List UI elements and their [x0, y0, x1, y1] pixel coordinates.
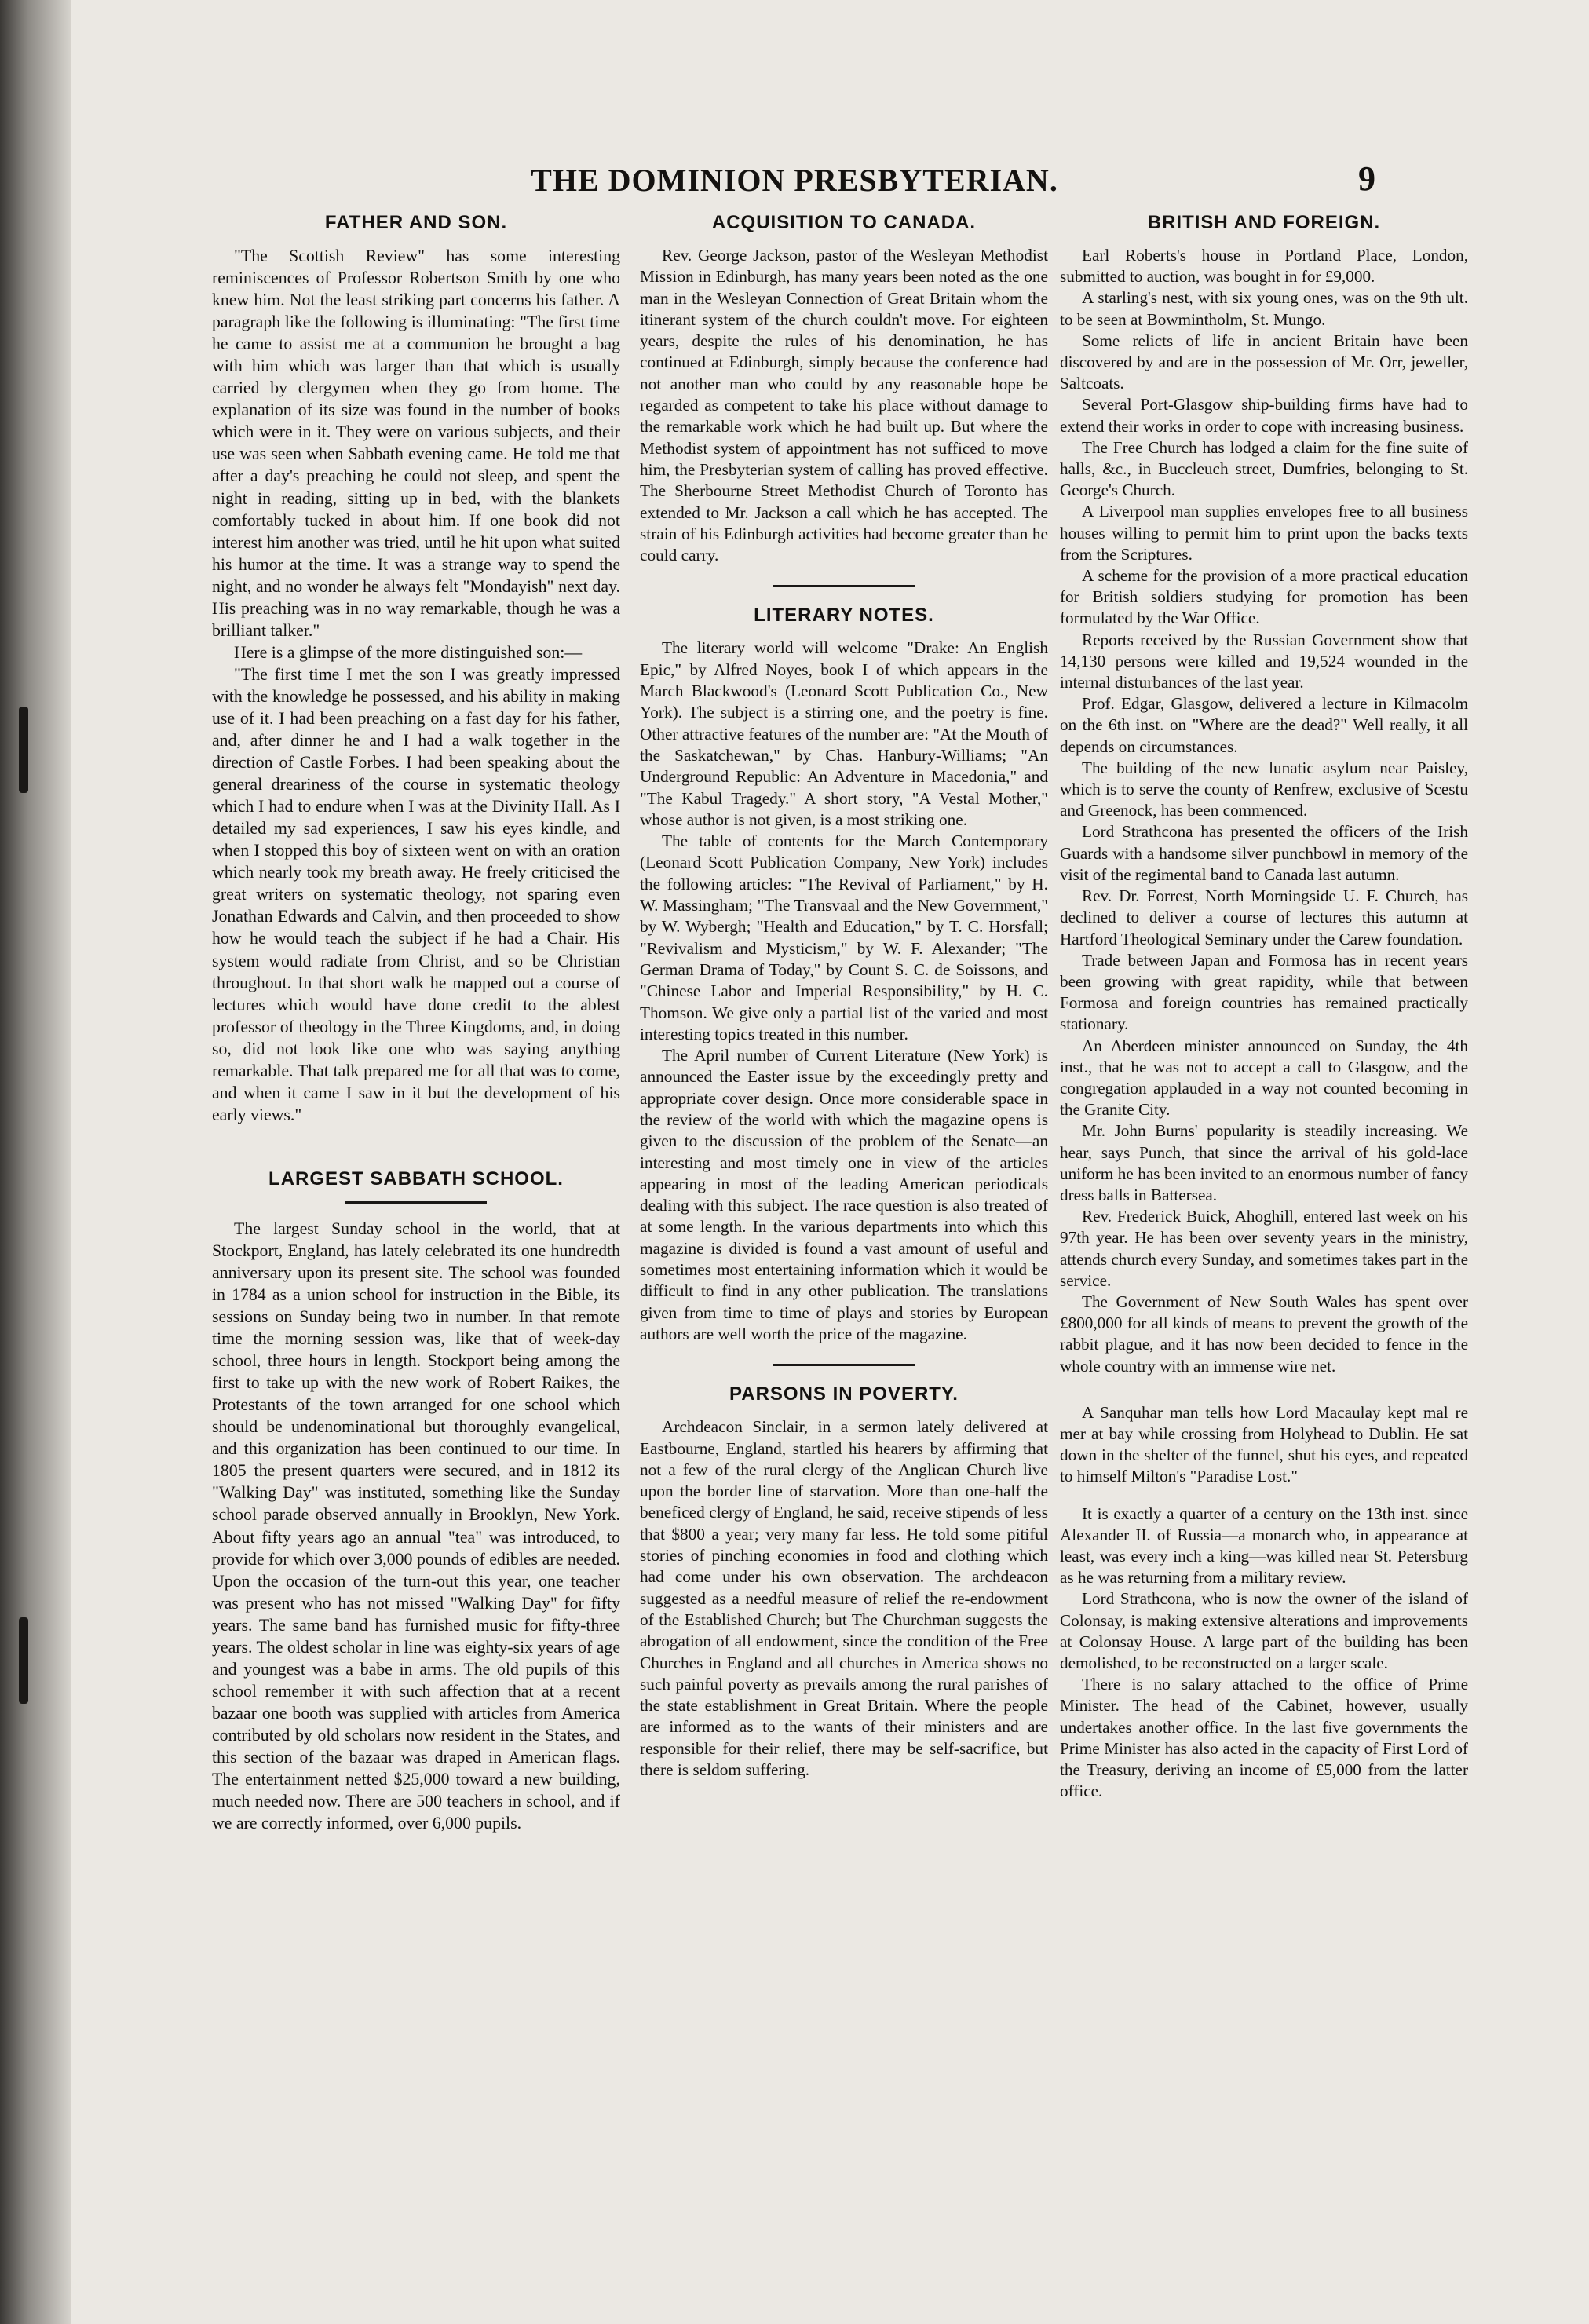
news-item: Some relicts of life in ancient Britain have been discovered by and are in the possession of Mr. Orr, jeweller, Saltcoats.	[1060, 331, 1468, 393]
article-paragraph: The literary world will welcome "Drake: An English Epic," by Alfred Noyes, book I of which appears in the March Blackwood's (Leonard Scott Publication Co., New York). The subject is a stirring one, and the poetry is fine. Other attractive features of the number are: "At the Mouth of the Saskatchewan," by Chas. Hanbury-Williams; "An Underground Republic: An Adventure in Macedonia," and "The Kabul Tragedy." A short story, "A Vestal Mother," whose author is not given, is a most striking one.	[640, 638, 1048, 829]
news-item: It is exactly a quarter of a century on the 13th inst. since Alexander II. of Russia—a monarch who, in appearance at least, was every inch a king—was killed near St. Petersburg as he was returning from a military review.	[1060, 1504, 1468, 1588]
article-literary-notes	[640, 605, 1048, 1345]
news-item: Rev. Frederick Buick, Ahoghill, entered last week on his 97th year. He has been over seventy years in the ministry, attends church every Sunday, and sometimes takes part in the service.	[1060, 1207, 1468, 1290]
news-item: A scheme for the provision of a more practical education for British soldiers studying for promotion has been formulated by the War Office.	[1060, 566, 1468, 628]
article-paragraph: "The Scottish Review" has some interesting reminiscences of Professor Robertson Smith by one who knew him. Not the least striking part concerns his father. A paragraph like the following is illuminating: "The first time he came to assist me at a communion he brought a bag with him which was larger than that which is usually carried by clergymen when they go from home. The explanation of its size was found in the number of books which were in it. They were on various subjects, and their use was seen when Sabbath evening came. He told me that after a day's preaching he could not sleep, and spent the night in reading, sitting up in bed, with the blankets comfortably tucked in about him. If one book did not interest him another was tried, until he hit upon what suited his humor at the time. It was a strange way to spend the night, and no wonder he always felt "Mondayish" next day. His preaching was in no way remarkable, though he was a brilliant talker."	[212, 247, 620, 640]
article-paragraph: Here is a glimpse of the more distinguished son:—	[234, 642, 583, 662]
news-item: Lord Strathcona has presented the officers of the Irish Guards with a handsome silver punchbowl in memory of the visit of the regimental band to Canada last autumn.	[1060, 822, 1468, 884]
news-item: Several Port-Glasgow ship-building firms have had to extend their works in order to cope with increasing business.	[1060, 395, 1468, 436]
article-acquisition-to-canada	[640, 212, 1048, 566]
article-british-and-foreign	[1060, 212, 1468, 1802]
section-rule	[773, 585, 915, 587]
news-item: Prof. Edgar, Glasgow, delivered a lecture in Kilmacolm on the 6th inst. on "Where are the dead?" Well really, it all depends on circumstances.	[1060, 694, 1468, 756]
column-2	[640, 212, 1048, 2214]
heading-rule	[345, 1201, 487, 1204]
paragraph-spacer	[1060, 1488, 1468, 1504]
article-largest-sabbath-school	[212, 1168, 620, 1834]
article-heading: LARGEST SABBATH SCHOOL.	[268, 1167, 564, 1189]
article-paragraph: Archdeacon Sinclair, in a sermon lately delivered at Eastbourne, England, startled his hearers by affirming that not a few of the rural clergy of the Anglican Church live upon the border line of starvation. More than one-half the beneficed clergy of England, he said, receive stipends of less that $800 a year; very many far less. He told some pitiful stories of pinching economies in food and clothing which had come under his own observation. The archdeacon suggested as a needful measure of relief the re-endowment of the Established Church; but The Churchman suggests the abrogation of all endowment, since the condition of the Free Churches in England and all churches in America shows no such painful poverty as prevails among the rural parishes of the state establishment in Great Britain. Where the people are informed as to the wants of their ministers and are responsible for their relief, there may be self-sacrifice, but there is seldom suffering.	[640, 1417, 1048, 1779]
news-item: An Aberdeen minister announced on Sunday, the 4th inst., that he was not to accept a call to Glasgow, and the congregation applauded in a way not counted becoming in the Granite City.	[1060, 1036, 1468, 1120]
section-spacer	[212, 1126, 620, 1168]
binding-shadow	[0, 0, 71, 2324]
news-item: Mr. John Burns' popularity is steadily increasing. We hear, says Punch, that since the arrival of his gold-lace uniform he has been invited to an enormous number of fancy dress balls in Battersea.	[1060, 1121, 1468, 1204]
news-item: A Sanquhar man tells how Lord Macaulay kept mal re mer at bay while crossing from Holyhead to Dublin. He sat down in the shelter of the funnel, shut his eyes, and repeated to himself Milton's "Paradise Lost."	[1060, 1402, 1468, 1486]
article-paragraph: The largest Sunday school in the world, that at Stockport, England, has lately celebrated its one hundredth anniversary upon its present site. The school was founded in 1784 as a union school for instruction in the Bible, its sessions on Sunday being two in number. In that remote time the morning session was, like that of week-day school, three hours in length. Stockport being among the first to take up with the new work of Robert Raikes, the Protestants of the town arranged for one school which should be undenominational but thoroughly evangelical, and this organization has been continued to our time. In 1805 the present quarters were secured, and in 1812 its "Walking Day" was instituted, something like the Sunday school parade observed annually in Brooklyn, New York. About fifty years ago an annual "tea" was introduced, to provide for which over 3,000 pounds of edibles are needed. Upon the occasion of the turn-out this year, one teacher was present who has not missed "Walking Day" for fifty years. The same band has furnished music for fifty-three years. The oldest scholar in line was eighty-six years of age and youngest was a babe in arms. The old pupils of this school remember it with such affection that at a recent bazaar one booth was supplied with articles from America contributed by old scholars now resident in the States, and this section of the bazaar was draped in American flags. The entertainment netted $25,000 toward a new building, much needed now. There are 500 teachers in school, and if we are correctly informed, over 6,000 pupils.	[212, 1219, 620, 1833]
news-item: Earl Roberts's house in Portland Place, London, submitted to auction, was bought in for £9,000.	[1060, 246, 1468, 287]
news-item: Rev. Dr. Forrest, North Morningside U. F. Church, has declined to deliver a course of lectures this autumn at Hartford Theological Seminary under the Carew foundation.	[1060, 886, 1468, 948]
article-paragraph: The table of contents for the March Contemporary (Leonard Scott Publication Company, New York) includes the following articles: "The Revival of Parliament," by H. W. Massingham; "The Transvaal and the New Government," by W. Wybergh; "Health and Education," by T. C. Horsfall; "Revivalism and Mysticism," by W. F. Alexander; "The German Drama of Today," by Count S. C. de Soissons, and "Chinese Labor and Imperial Responsibility," by H. C. Thomson. We give only a partial list of the varied and most interesting topics treated in this number.	[640, 831, 1048, 1043]
news-item: The Free Church has lodged a claim for the fine suite of halls, &c., in Buccleuch street, Dumfries, belonging to St. George's Church.	[1060, 437, 1468, 500]
page-number: 9	[1358, 159, 1375, 198]
article-parsons-in-poverty	[640, 1383, 1048, 1781]
news-item: A starling's nest, with six young ones, was on the 9th ult. to be seen at Bowmintholm, St. Mungo.	[1060, 288, 1468, 329]
article-paragraph: "The first time I met the son I was greatly impressed with the knowledge he possessed, and his ability in making use of it. I had been preaching on a fast day for his father, and, after dinner he and I had a walk together in the direction of Castle Forbes. I had been speaking about the general dreariness of the course in systematic theology which I had to endure when I was at the Divinity Hall. As I detailed my sad experiences, I saw his eyes kindle, and when I stopped this boy of sixteen went on with an oration which nearly took my breath away. He freely criticised the great writers on systematic theology, not sparing even Jonathan Edwards and Calvin, and then proceeded to show how he would teach the subject if he had a Chair. His system would radiate from Christ, and so be Christian throughout. In that short walk he mapped out a course of lectures which would have done credit to the ablest professor of theology in the Three Kingdoms, and, in doing so, did not look like one who was saying anything remarkable. That talk prepared me for all that was to come, and when it came I saw in it but the development of his early views."	[212, 664, 620, 1124]
article-heading: FATHER AND SON.	[324, 212, 508, 233]
article-heading: LITERARY NOTES.	[754, 605, 934, 627]
margin-binding-mark	[19, 707, 28, 793]
news-item: Trade between Japan and Formosa has in recent years been growing with great rapidity, while that between Formosa and foreign countries has remained practically stationary.	[1060, 950, 1468, 1034]
column-1	[212, 212, 620, 2214]
masthead: THE DOMINION PRESBYTERIAN.	[531, 163, 1058, 198]
article-father-and-son	[212, 212, 620, 1126]
article-paragraph: The April number of Current Literature (New York) is announced the Easter issue by the exceedingly pretty and appropriate cover design. Once more considerable space in the review of the world with which the magazine opens is given to the discussion of the problem of the Senate—an interesting and most timely one in view of the articles appearing in most of the leading American periodicals dealing with this subject. The race question is also treated of at some length. In the various departments into which this magazine is divided is found a vast amount of useful and sometimes most entertaining information which it would be difficult to find in any other publication. The translations given from time to time of plays and stories by European authors are well worth the price of the magazine.	[640, 1046, 1048, 1343]
article-paragraph: Rev. George Jackson, pastor of the Wesleyan Methodist Mission in Edinburgh, has many years been noted as the one man in the Wesleyan Connection of Great Britain whom the itinerant system of the church couldn't move. For eighteen years, despite the rules of his denomination, he has continued at Edinburgh, simply because the conference had not another man who could by any reasonable hope be regarded as competent to take his place without damage to the remarkable work which he had built up. But where the Methodist system of appointment has not sufficed to move him, the Presbyterian system of calling has proved effective. The Sherbourne Street Methodist Church of Toronto has extended to Mr. Jackson a call which he has accepted. The strain of his Edinburgh activities had become greater than he could carry.	[640, 246, 1048, 565]
news-item: There is no salary attached to the office of Prime Minister. The head of the Cabinet, however, usually undertakes another office. In the last five governments the Prime Minister has also acted in the capacity of First Lord of the Treasury, deriving an income of £5,000 from the latter office.	[1060, 1675, 1468, 1801]
news-item: Reports received by the Russian Government show that 14,130 persons were killed and 19,524 wounded in the internal disturbances of the last year.	[1060, 630, 1468, 692]
article-heading: ACQUISITION TO CANADA.	[711, 212, 977, 233]
column-3	[1060, 212, 1468, 2214]
article-heading: PARSONS IN POVERTY.	[729, 1383, 959, 1405]
news-item: The building of the new lunatic asylum near Paisley, which is to serve the county of Renfrew, exclusive of Scestu and Greenock, has been commenced.	[1060, 758, 1468, 820]
paragraph-spacer	[1060, 1377, 1468, 1402]
news-item: Lord Strathcona, who is now the owner of the island of Colonsay, is making extensive alterations and improvements at Colonsay House. A large part of the building has been demolished, to be reconstructed on a larger scale.	[1060, 1589, 1468, 1672]
article-heading: BRITISH AND FOREIGN.	[1147, 212, 1381, 233]
news-item: A Liverpool man supplies envelopes free to all business houses willing to permit him to print upon the backs texts from the Scriptures.	[1060, 502, 1468, 564]
margin-binding-mark	[19, 1617, 28, 1704]
section-rule	[773, 1364, 915, 1366]
news-item: The Government of New South Wales has spent over £800,000 for all kinds of means to prevent the growth of the rabbit plague, and it has now been decided to fence in the whole country with an immense wire net.	[1060, 1292, 1468, 1376]
